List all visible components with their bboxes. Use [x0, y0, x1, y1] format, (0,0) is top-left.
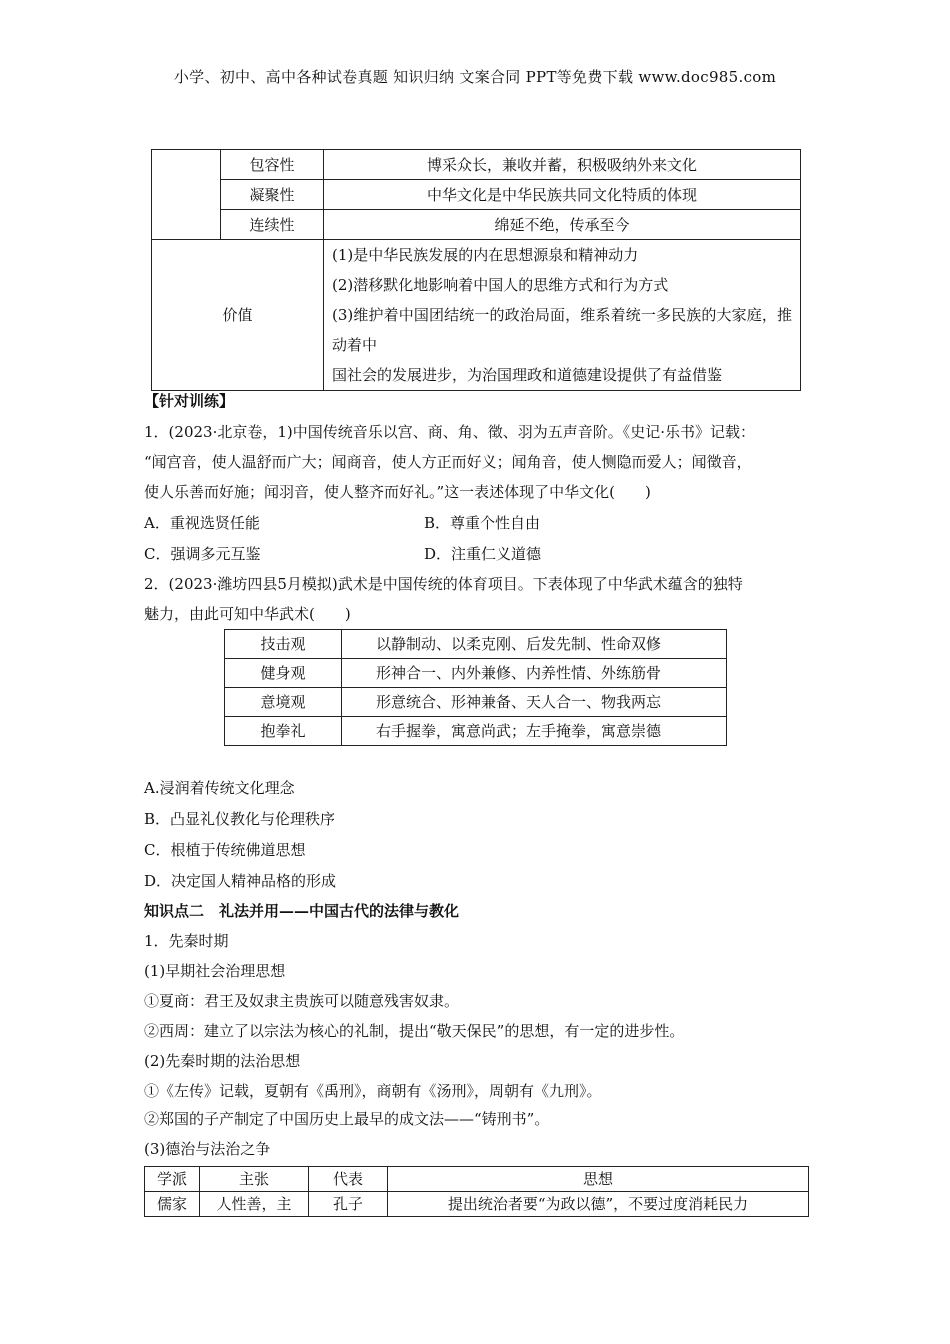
section-line: (2)先秦时期的法治思想 — [144, 1052, 301, 1070]
section-line: 1．先秦时期 — [144, 932, 229, 950]
q2-line: 魅力，由此可知中华武术( ) — [144, 605, 351, 623]
section-line: ②西周：建立了以宗法为核心的礼制，提出“敬天保民”的思想，有一定的进步性。 — [144, 1022, 685, 1040]
section-line: ①《左传》记载，夏朝有《禹刑》，商朝有《汤刑》，周朝有《九刑》。 — [144, 1082, 602, 1100]
value-line: 国社会的发展进步，为治国理政和道德建设提供了有益借鉴 — [332, 366, 723, 384]
feature-value: 中华文化是中华民族共同文化特质的体现 — [324, 180, 801, 210]
q1-line: 1．(2023·北京卷，1)中国传统音乐以宫、商、角、徵、羽为五声音阶。《史记·乐书》记载： — [144, 423, 756, 441]
feature-label: 连续性 — [221, 210, 324, 240]
section-line: ①夏商：君王及奴隶主贵族可以随意残害奴隶。 — [144, 992, 460, 1010]
q2-option-d: D．决定国人精神品格的形成 — [144, 872, 337, 890]
wushu-label: 技击观 — [225, 630, 342, 659]
schools-cell: 孔子 — [309, 1192, 388, 1217]
section-line: (3)德治与法治之争 — [144, 1140, 271, 1158]
feature-value: 绵延不绝，传承至今 — [324, 210, 801, 240]
q2-line: 2．(2023·潍坊四县5月模拟)武术是中国传统的体育项目。下表体现了中华武术蕴含的独特 — [144, 575, 743, 593]
wushu-label: 意境观 — [225, 688, 342, 717]
q2-option-c: C．根植于传统佛道思想 — [144, 841, 306, 859]
section-line: ②郑国的子产制定了中国历史上最早的成文法——“铸刑书”。 — [144, 1110, 550, 1128]
q1-option-a: A．重视选贤任能 — [144, 514, 260, 532]
page-header: 小学、初中、高中各种试卷真题 知识归纳 文案合同 PPT等免费下载 www.doc985.com — [173, 68, 777, 86]
schools-cell: 人性善，主 — [200, 1192, 309, 1217]
wushu-desc: 右手握拳，寓意尚武；左手掩拳，寓意崇德 — [342, 717, 727, 746]
merged-blank-cell — [152, 150, 221, 240]
wushu-desc: 形意统合、形神兼备、天人合一、物我两忘 — [342, 688, 727, 717]
feature-label: 包容性 — [221, 150, 324, 180]
schools-header: 思想 — [388, 1167, 809, 1192]
wushu-table — [224, 629, 727, 746]
schools-cell: 儒家 — [145, 1192, 200, 1217]
value-line: (1)是中华民族发展的内在思想源泉和精神动力 — [332, 246, 639, 264]
value-label: 价值 — [152, 240, 324, 391]
wushu-label: 抱拳礼 — [225, 717, 342, 746]
value-content — [324, 240, 801, 391]
q1-option-c: C．强调多元互鉴 — [144, 545, 261, 563]
q1-line: 使人乐善而好施；闻羽音，使人整齐而好礼。”这一表述体现了中华文化( ) — [144, 483, 651, 501]
schools-header: 主张 — [200, 1167, 309, 1192]
value-line: (2)潜移默化地影响着中国人的思维方式和行为方式 — [332, 276, 669, 294]
schools-cell: 提出统治者要“为政以德”，不要过度消耗民力 — [388, 1192, 809, 1217]
q2-option-b: B．凸显礼仪教化与伦理秩序 — [144, 810, 336, 828]
value-line: (3)维护着中国团结统一的政治局面，维系着统一多民族的大家庭，推动着中 — [332, 306, 792, 354]
feature-label: 凝聚性 — [221, 180, 324, 210]
training-title: 【针对训练】 — [144, 392, 235, 410]
wushu-label: 健身观 — [225, 659, 342, 688]
schools-header: 代表 — [309, 1167, 388, 1192]
wushu-desc: 形神合一、内外兼修、内养性情、外练筋骨 — [342, 659, 727, 688]
q2-option-a: A.浸润着传统文化理念 — [144, 779, 295, 797]
schools-table — [144, 1166, 809, 1217]
q1-option-b: B．尊重个性自由 — [424, 514, 541, 532]
q1-option-d: D．注重仁义道德 — [424, 545, 542, 563]
section-title: 知识点二 礼法并用——中国古代的法律与教化 — [144, 902, 460, 920]
culture-features-table — [151, 149, 801, 391]
q1-line: “闻宫音，使人温舒而广大；闻商音，使人方正而好义；闻角音，使人恻隐而爱人；闻徵音， — [144, 453, 752, 471]
wushu-desc: 以静制动、以柔克刚、后发先制、性命双修 — [342, 630, 727, 659]
schools-header: 学派 — [145, 1167, 200, 1192]
feature-value: 博采众长，兼收并蓄，积极吸纳外来文化 — [324, 150, 801, 180]
section-line: (1)早期社会治理思想 — [144, 962, 286, 980]
